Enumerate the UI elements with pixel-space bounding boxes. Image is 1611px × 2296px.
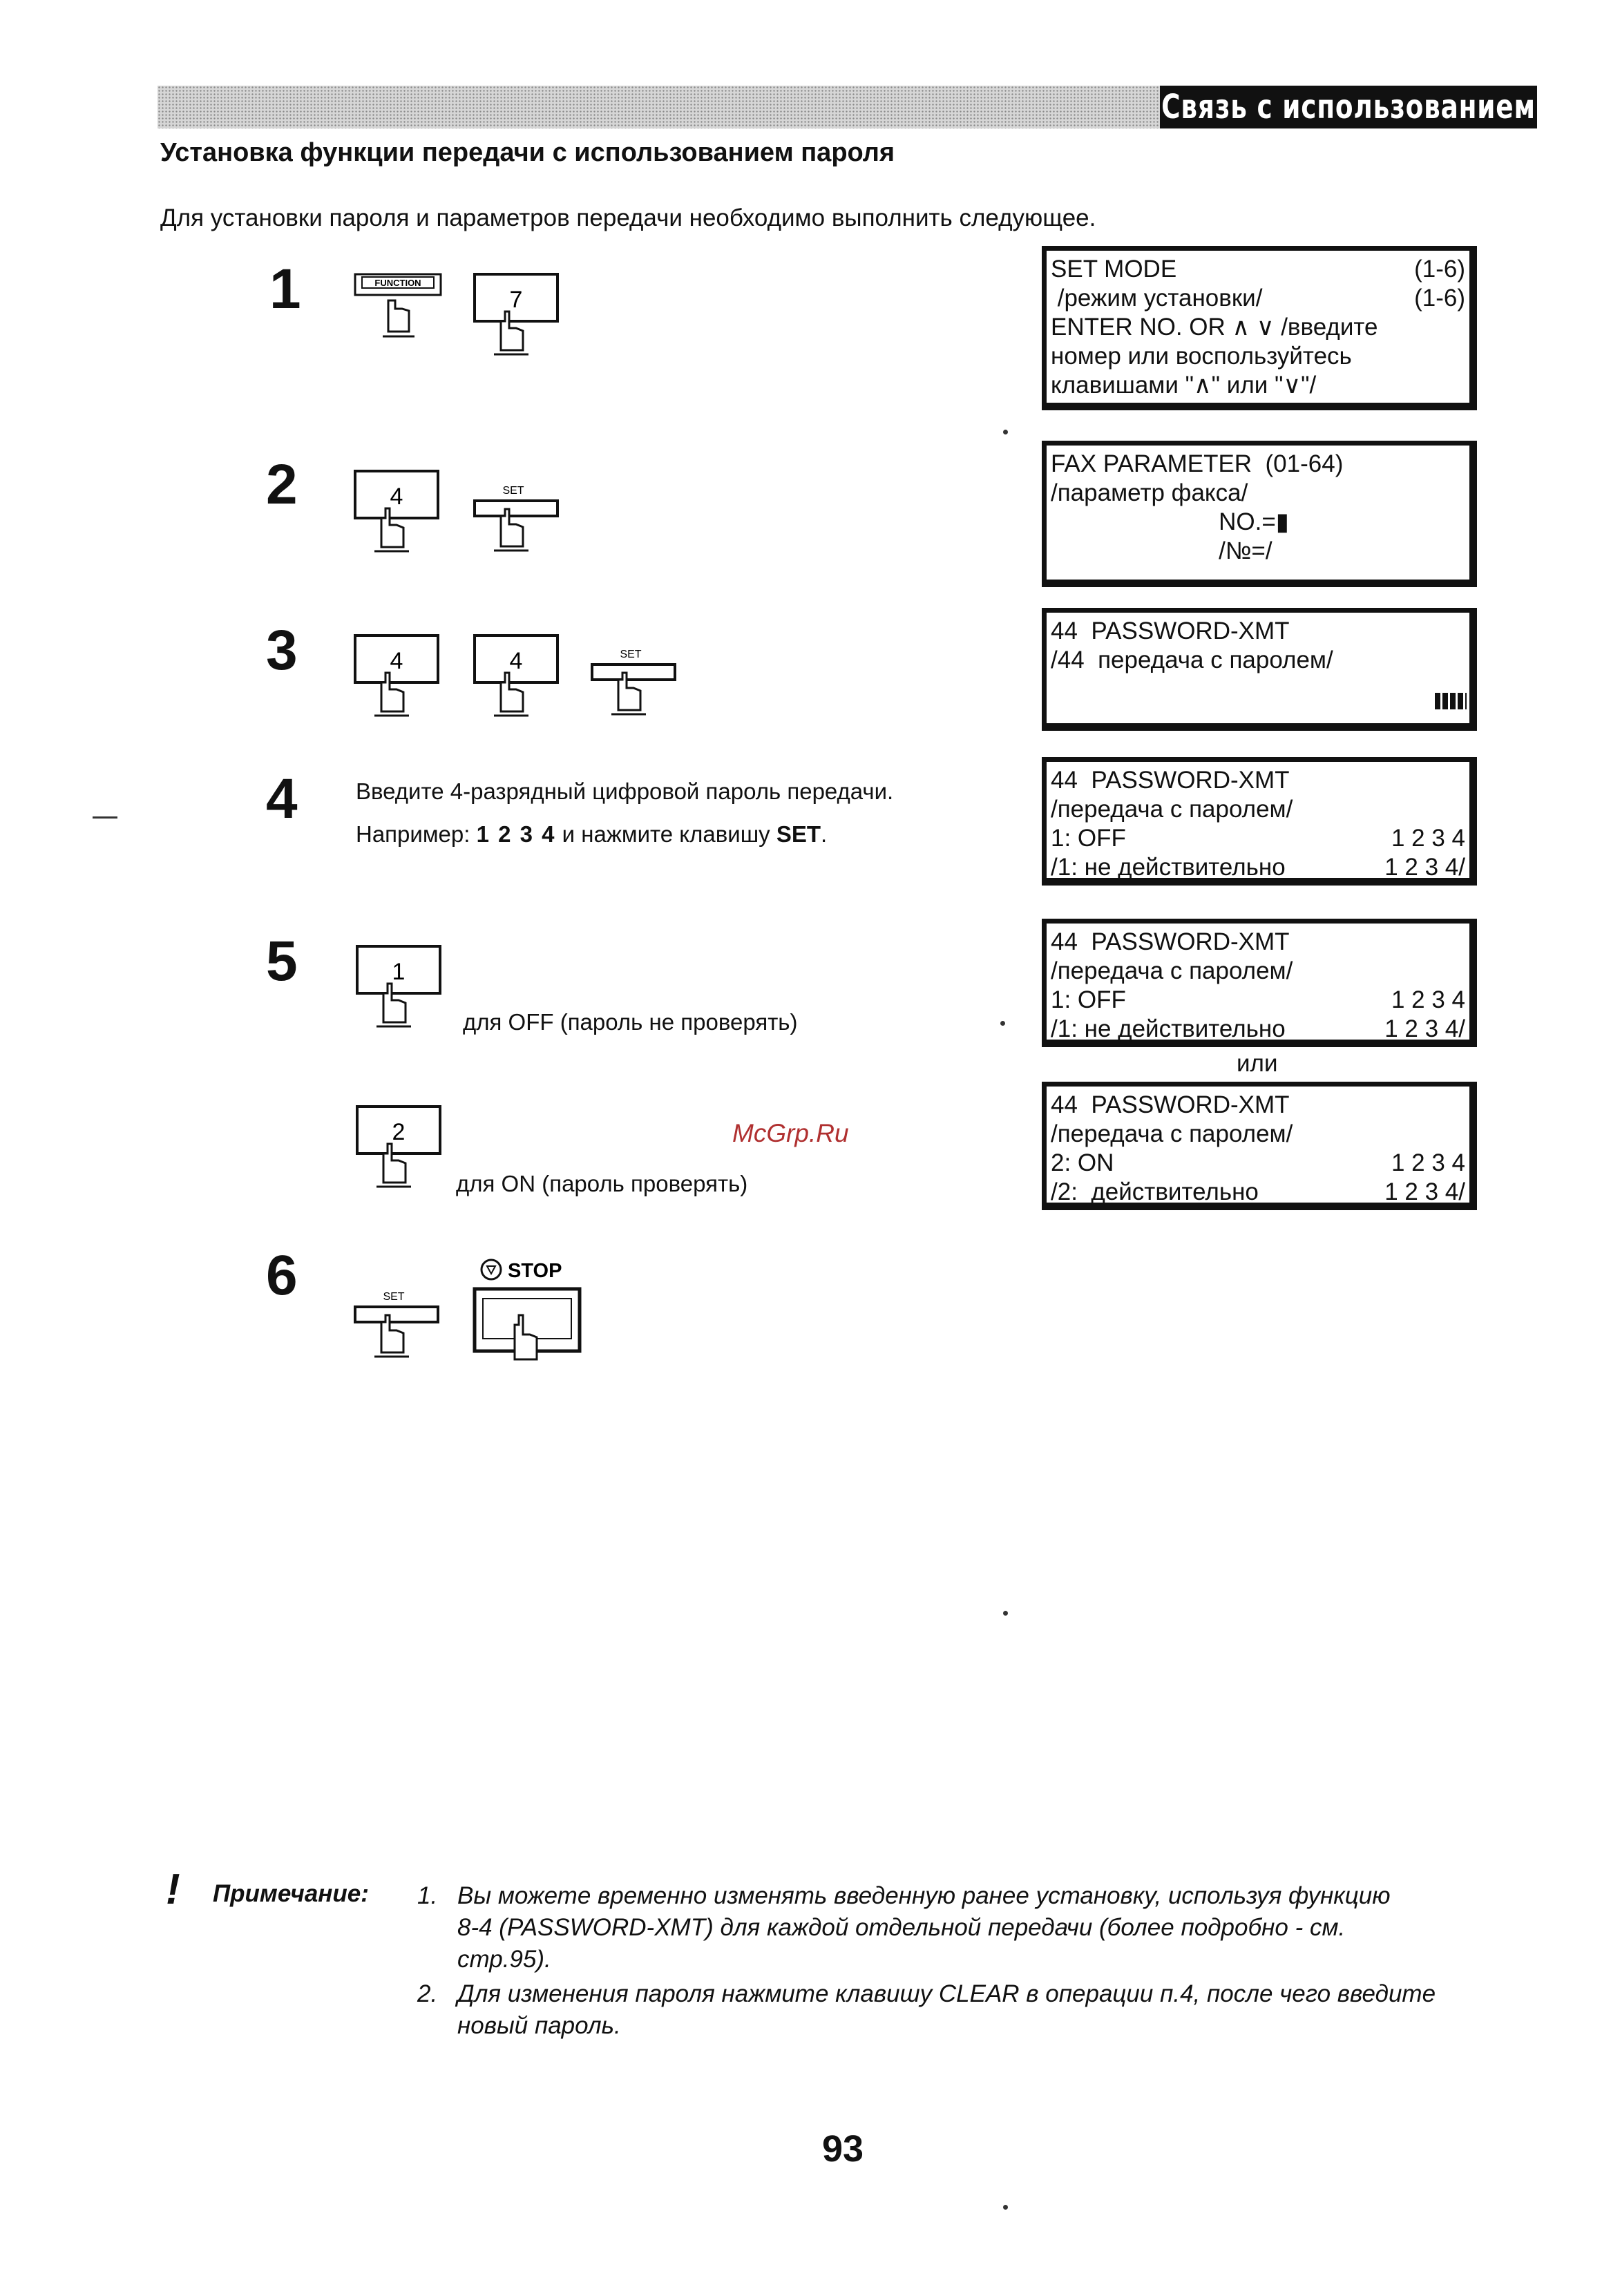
- lcd-line: FAX PARAMETER (01-64): [1051, 450, 1344, 477]
- lcd-display-on: [1042, 1082, 1477, 1210]
- lcd-line: 44 PASSWORD-XMT: [1051, 618, 1290, 644]
- note-label: Примечание:: [213, 1880, 369, 1907]
- lcd-line: номер или воспользуйтесь: [1051, 343, 1352, 370]
- set-key[interactable]: [591, 644, 680, 723]
- step4-text-line1: Введите 4-разрядный цифровой пароль передачи.: [356, 778, 894, 804]
- digit-key-2[interactable]: [356, 1105, 446, 1198]
- lcd-line: /2: действительно 1 2 3 4/: [1051, 1178, 1465, 1205]
- lcd-display-password-xmt: [1042, 608, 1477, 731]
- digit-key-4[interactable]: [354, 470, 444, 563]
- lcd-line: 1: OFF 1 2 3 4: [1051, 825, 1465, 852]
- scan-dot: [1003, 2205, 1008, 2210]
- lcd-line: /44 передача с паролем/: [1051, 647, 1333, 673]
- page-header-title: Связь с использованием пароля: [1160, 86, 1537, 128]
- svg-text:1: 1: [392, 959, 406, 985]
- lcd-display-fax-parameter: [1042, 441, 1477, 587]
- page-number: 93: [822, 2128, 864, 2170]
- lcd-line: 44 PASSWORD-XMT: [1051, 767, 1290, 794]
- lcd-line: 2: ON 1 2 3 4: [1051, 1149, 1465, 1176]
- lcd-line: /передача с паролем/: [1051, 1120, 1293, 1147]
- lcd-display-step4: [1042, 757, 1477, 886]
- or-label: или: [1237, 1050, 1278, 1077]
- step-number: 3: [266, 619, 298, 682]
- function-key-label: FUNCTION: [374, 278, 421, 288]
- stop-icon: [482, 1260, 501, 1279]
- lcd-line: /режим установки/ (1-6): [1051, 285, 1465, 312]
- step-number: 6: [266, 1244, 298, 1307]
- lcd-line: /№=/: [1051, 537, 1272, 564]
- lcd-display-set-mode: [1042, 246, 1477, 410]
- step-number: 2: [266, 453, 298, 516]
- step4-text-line2: Например: 1 2 3 4 и нажмите клавишу SET.: [356, 821, 828, 847]
- note-item-line: новый пароль.: [457, 2012, 621, 2039]
- set-key[interactable]: [473, 480, 563, 559]
- lcd-line: /передача с паролем/: [1051, 957, 1293, 984]
- svg-text:2: 2: [392, 1119, 406, 1145]
- intro-text: Для установки пароля и параметров передачи необходимо выполнить следующее.: [160, 204, 1096, 231]
- step-number: 4: [266, 767, 298, 830]
- digit-key-4[interactable]: [473, 634, 563, 727]
- scan-mark: [93, 816, 117, 819]
- lcd-line: клавишами "∧" или "∨"/: [1051, 372, 1317, 399]
- scan-dot: [1000, 1021, 1005, 1026]
- svg-text:4: 4: [509, 648, 523, 674]
- lcd-line: 1: OFF 1 2 3 4: [1051, 986, 1465, 1013]
- lcd-line: NO.=▮: [1051, 508, 1290, 535]
- note-item-line: Для изменения пароля нажмите клавишу CLEAR в операции п.4, после чего введите: [457, 1980, 1436, 2007]
- section-title: Установка функции передачи с использованием пароля: [160, 138, 895, 167]
- lcd-line: SET MODE (1-6): [1051, 256, 1465, 283]
- function-key[interactable]: [354, 273, 444, 345]
- note-item-number: 1.: [417, 1882, 438, 1909]
- lcd-display-off: [1042, 919, 1477, 1047]
- digit-key-7[interactable]: [473, 273, 563, 366]
- step-number: 5: [266, 930, 298, 993]
- note-item-number: 2.: [417, 1980, 438, 2007]
- stop-key[interactable]: [473, 1256, 591, 1370]
- lcd-line: 44 PASSWORD-XMT: [1051, 928, 1290, 955]
- scan-dot: [1003, 1611, 1008, 1616]
- option-on-text: для ON (пароль проверять): [456, 1171, 748, 1196]
- svg-text:7: 7: [509, 287, 523, 313]
- svg-text:SET: SET: [383, 1291, 405, 1303]
- note-item-line: стр.95).: [457, 1946, 551, 1973]
- lcd-line: 44 PASSWORD-XMT: [1051, 1091, 1290, 1118]
- svg-text:SET: SET: [620, 649, 642, 660]
- watermark: McGrp.Ru: [732, 1119, 849, 1147]
- digit-key-1[interactable]: [356, 945, 446, 1038]
- note-item-line: 8-4 (PASSWORD-XMT) для каждой отдельной передачи (более подробно - см.: [457, 1914, 1346, 1941]
- lcd-line: /1: не действительно 1 2 3 4/: [1051, 1015, 1465, 1042]
- cursor-block: [1435, 693, 1467, 709]
- scan-dot: [1003, 430, 1008, 434]
- digit-key-4[interactable]: [354, 634, 444, 727]
- note-exclamation-icon: !: [166, 1866, 180, 1913]
- option-off-text: для OFF (пароль не проверять): [463, 1009, 798, 1035]
- note-item-line: Вы можете временно изменять введенную ранее установку, используя функцию: [457, 1882, 1391, 1909]
- svg-text:4: 4: [390, 648, 403, 674]
- lcd-line: /передача с паролем/: [1051, 796, 1293, 823]
- set-key[interactable]: [354, 1286, 444, 1366]
- svg-text:SET: SET: [502, 485, 524, 497]
- step-number: 1: [269, 258, 301, 321]
- svg-text:4: 4: [390, 484, 403, 510]
- lcd-line: /параметр факса/: [1051, 479, 1248, 506]
- lcd-line: ENTER NO. OR ∧ ∨ /введите: [1051, 314, 1378, 341]
- lcd-line: /1: не действительно 1 2 3 4/: [1051, 854, 1465, 881]
- svg-text:STOP: STOP: [508, 1260, 562, 1282]
